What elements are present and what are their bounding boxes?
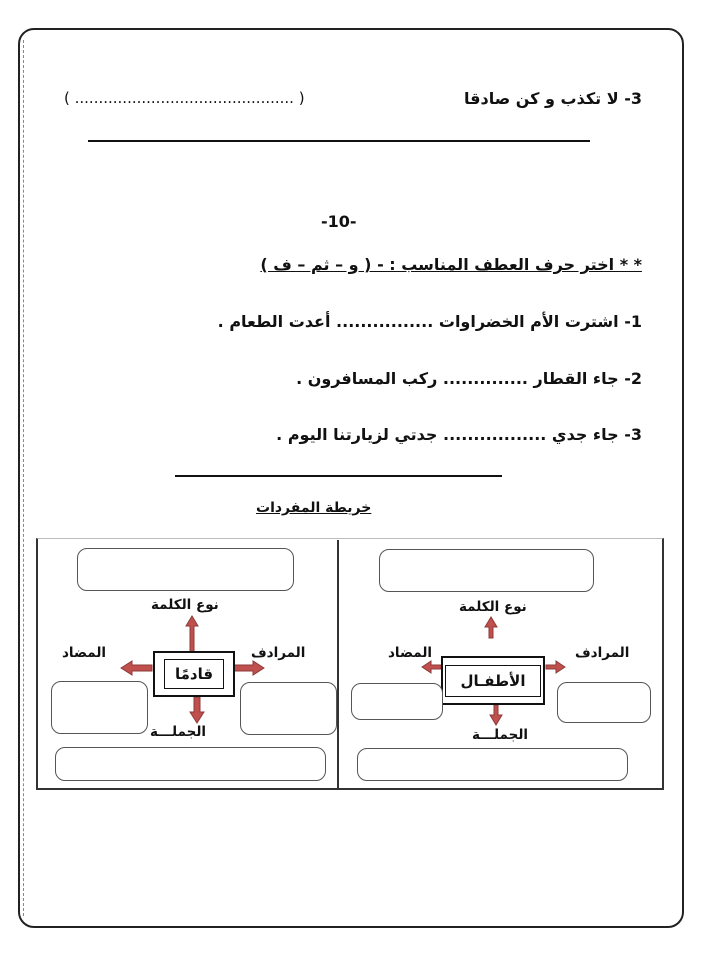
arrow-right-icon <box>234 661 264 675</box>
question-1: 1- اشترت الأم الخضراوات ................ أعدت الطعام . <box>217 312 642 331</box>
sentence-answer-box[interactable] <box>357 748 628 781</box>
word-type-label: نوع الكلمة <box>151 597 219 613</box>
word-type-label: نوع الكلمة <box>459 599 527 615</box>
type-answer-box[interactable] <box>77 548 294 591</box>
sentence-label: الجملـــة <box>472 727 529 743</box>
type-answer-box[interactable] <box>379 549 594 592</box>
antonym-label: المضاد <box>62 645 107 661</box>
synonym-label: المرادف <box>575 645 630 661</box>
arrow-up-icon <box>186 616 198 652</box>
answer-blank: ( .............................................. ) <box>64 89 305 107</box>
question-item-3: 3- لا تكذب و كن صادقا <box>464 89 642 108</box>
arrow-down-icon <box>490 705 502 725</box>
vocab-map-title: خريطة المفردات <box>256 500 372 516</box>
question-2: 2- جاء القطار .............. ركب المسافرون . <box>296 369 642 388</box>
sentence-answer-box[interactable] <box>55 747 326 781</box>
arrow-left-icon <box>121 661 152 675</box>
vocab-word-box <box>153 651 235 697</box>
question-3: 3- جاء جدي ................. جدتي لزيارتنا اليوم . <box>276 425 642 444</box>
synonym-answer-box[interactable] <box>240 682 337 735</box>
antonym-label: المضاد <box>388 645 433 661</box>
arrow-left-icon <box>422 661 441 673</box>
vocab-word: الأطفـال <box>445 665 540 697</box>
sentence-label: الجملـــة <box>150 724 207 740</box>
arrow-right-icon <box>546 661 565 673</box>
vocab-word-box <box>441 656 545 705</box>
antonym-answer-box[interactable] <box>51 681 148 734</box>
page-number: -10- <box>321 212 357 231</box>
synonym-label: المرادف <box>251 645 306 661</box>
synonym-answer-box[interactable] <box>557 682 651 723</box>
section-title: * * اختر حرف العطف المناسب : - ( و – ثم – ف ) <box>260 255 642 274</box>
antonym-answer-box[interactable] <box>351 683 443 720</box>
arrow-down-icon <box>190 697 204 723</box>
arrow-up-icon <box>485 617 497 638</box>
vocab-word: قادمًا <box>164 659 224 689</box>
